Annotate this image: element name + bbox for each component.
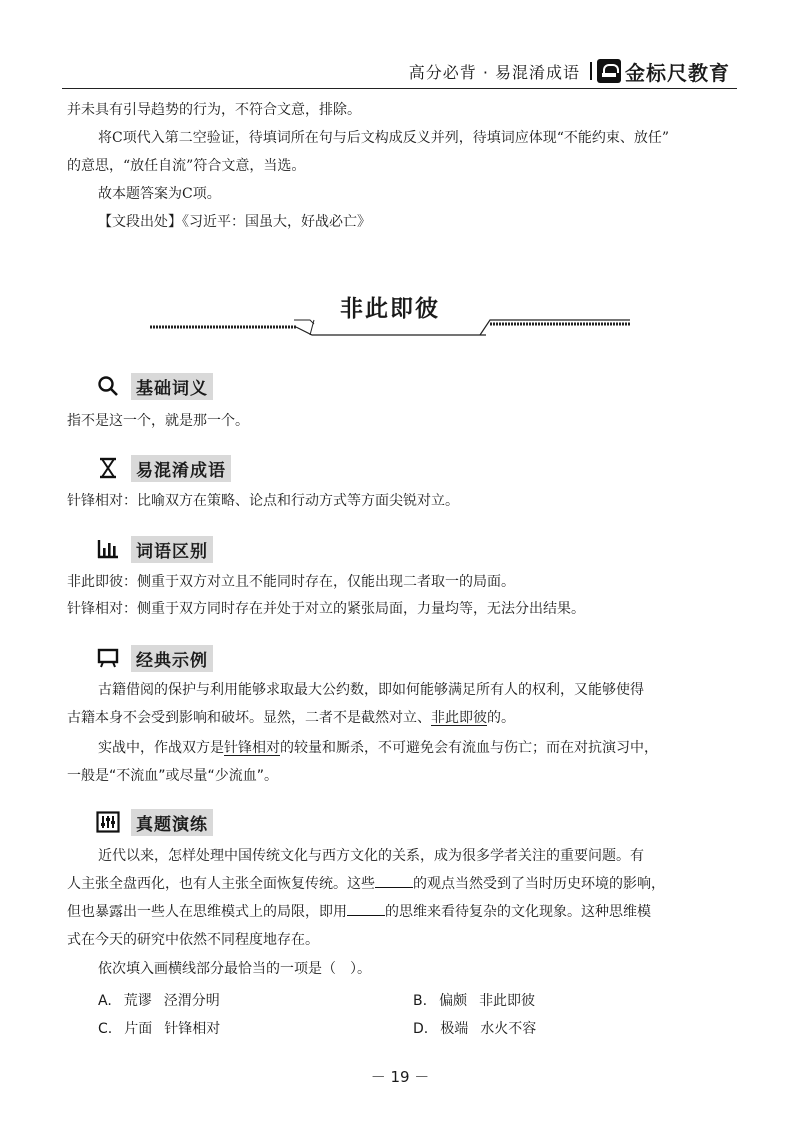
page-number: － 19 － <box>370 1068 430 1086</box>
option-b: B. 偏颇 非此即彼 <box>413 993 536 1009</box>
bar-chart-icon <box>95 537 121 561</box>
prev-text-line-1: 并未具有引导趋势的行为，不符合文意，排除。 <box>67 102 361 118</box>
magnifier-icon <box>95 374 121 398</box>
brand-mark-icon <box>597 59 621 83</box>
example-2-line-2: 一般是“不流血”或尽量“少流血”。 <box>67 768 279 784</box>
difference-line-1: 非此即彼：侧重于双方对立且不能同时存在，仅能出现二者取一的局面。 <box>67 574 515 590</box>
fill-blank-1 <box>375 873 413 888</box>
option-d: D. 极端 水火不容 <box>413 1021 537 1037</box>
example-1-line-2: 古籍本身不会受到影响和破坏。显然，二者不是截然对立、非此即彼的。 <box>67 710 515 726</box>
prev-source: 【文段出处】《习近平：国虽大，好战必亡》 <box>98 214 371 230</box>
sliders-icon <box>95 810 121 834</box>
practice-line-3: 但也暴露出一些人在思维模式上的局限，即用 的思维来看待复杂的文化现象。这种思维模 <box>67 901 651 923</box>
entry-title-block <box>150 290 630 340</box>
fill-blank-2 <box>347 901 385 916</box>
practice-prompt: 依次填入画横线部分最恰当的一项是（ ）。 <box>98 961 371 977</box>
running-title: 高分必背 · 易混淆成语 <box>408 63 580 82</box>
section-basic-header <box>95 372 213 400</box>
brand-logo <box>597 58 730 84</box>
option-a: A. 荒谬 泾渭分明 <box>98 993 220 1009</box>
section-difference-title: 词语区别 <box>131 536 213 563</box>
entry-title: 非此即彼 <box>340 296 440 322</box>
practice-line-2: 人主张全盘西化，也有人主张全面恢复传统。这些 的观点当然受到了当时历史环境的影响， <box>67 873 665 895</box>
section-difference-header <box>95 535 213 563</box>
section-basic-title: 基础词义 <box>131 373 213 400</box>
brand-name: 金标尺教育 <box>625 60 730 85</box>
hourglass-icon <box>95 456 121 480</box>
header-rule <box>62 88 737 89</box>
section-confusable-header <box>95 454 231 482</box>
prev-text-line-2: 将C项代入第二空验证，待填词所在句与后文构成反义并列，待填词应体现“不能约束、放任” <box>98 130 670 146</box>
monitor-icon <box>95 646 121 670</box>
prev-text-line-3: 的意思，“放任自流”符合文意，当选。 <box>67 158 306 174</box>
practice-line-4: 式在今天的研究中依然不同程度地存在。 <box>67 932 319 948</box>
confusable-text: 针锋相对：比喻双方在策略、论点和行动方式等方面尖锐对立。 <box>67 493 459 509</box>
difference-line-2: 针锋相对：侧重于双方同时存在并处于对立的紧张局面，力量均等，无法分出结果。 <box>67 601 585 617</box>
section-confusable-title: 易混淆成语 <box>131 455 231 482</box>
example-2-line-1: 实战中，作战双方是针锋相对的较量和厮杀，不可避免会有流血与伤亡；而在对抗演习中， <box>98 740 658 756</box>
section-practice-title: 真题演练 <box>131 809 213 836</box>
example-1-line-1: 古籍借阅的保护与利用能够求取最大公约数，即如何能够满足所有人的权利，又能够使得 <box>98 682 644 698</box>
section-examples-header <box>95 644 213 672</box>
prev-answer: 故本题答案为C项。 <box>98 186 221 202</box>
option-c: C. 片面 针锋相对 <box>98 1021 221 1037</box>
highlight-idiom: 针锋相对 <box>224 740 280 756</box>
practice-line-1: 近代以来，怎样处理中国传统文化与西方文化的关系，成为很多学者关注的重要问题。有 <box>98 848 644 864</box>
section-practice-header <box>95 808 213 836</box>
highlight-idiom: 非此即彼 <box>431 710 487 726</box>
page-header <box>400 58 730 84</box>
header-separator <box>590 62 592 80</box>
section-examples-title: 经典示例 <box>131 645 213 672</box>
basic-meaning-text: 指不是这一个，就是那一个。 <box>67 413 249 429</box>
